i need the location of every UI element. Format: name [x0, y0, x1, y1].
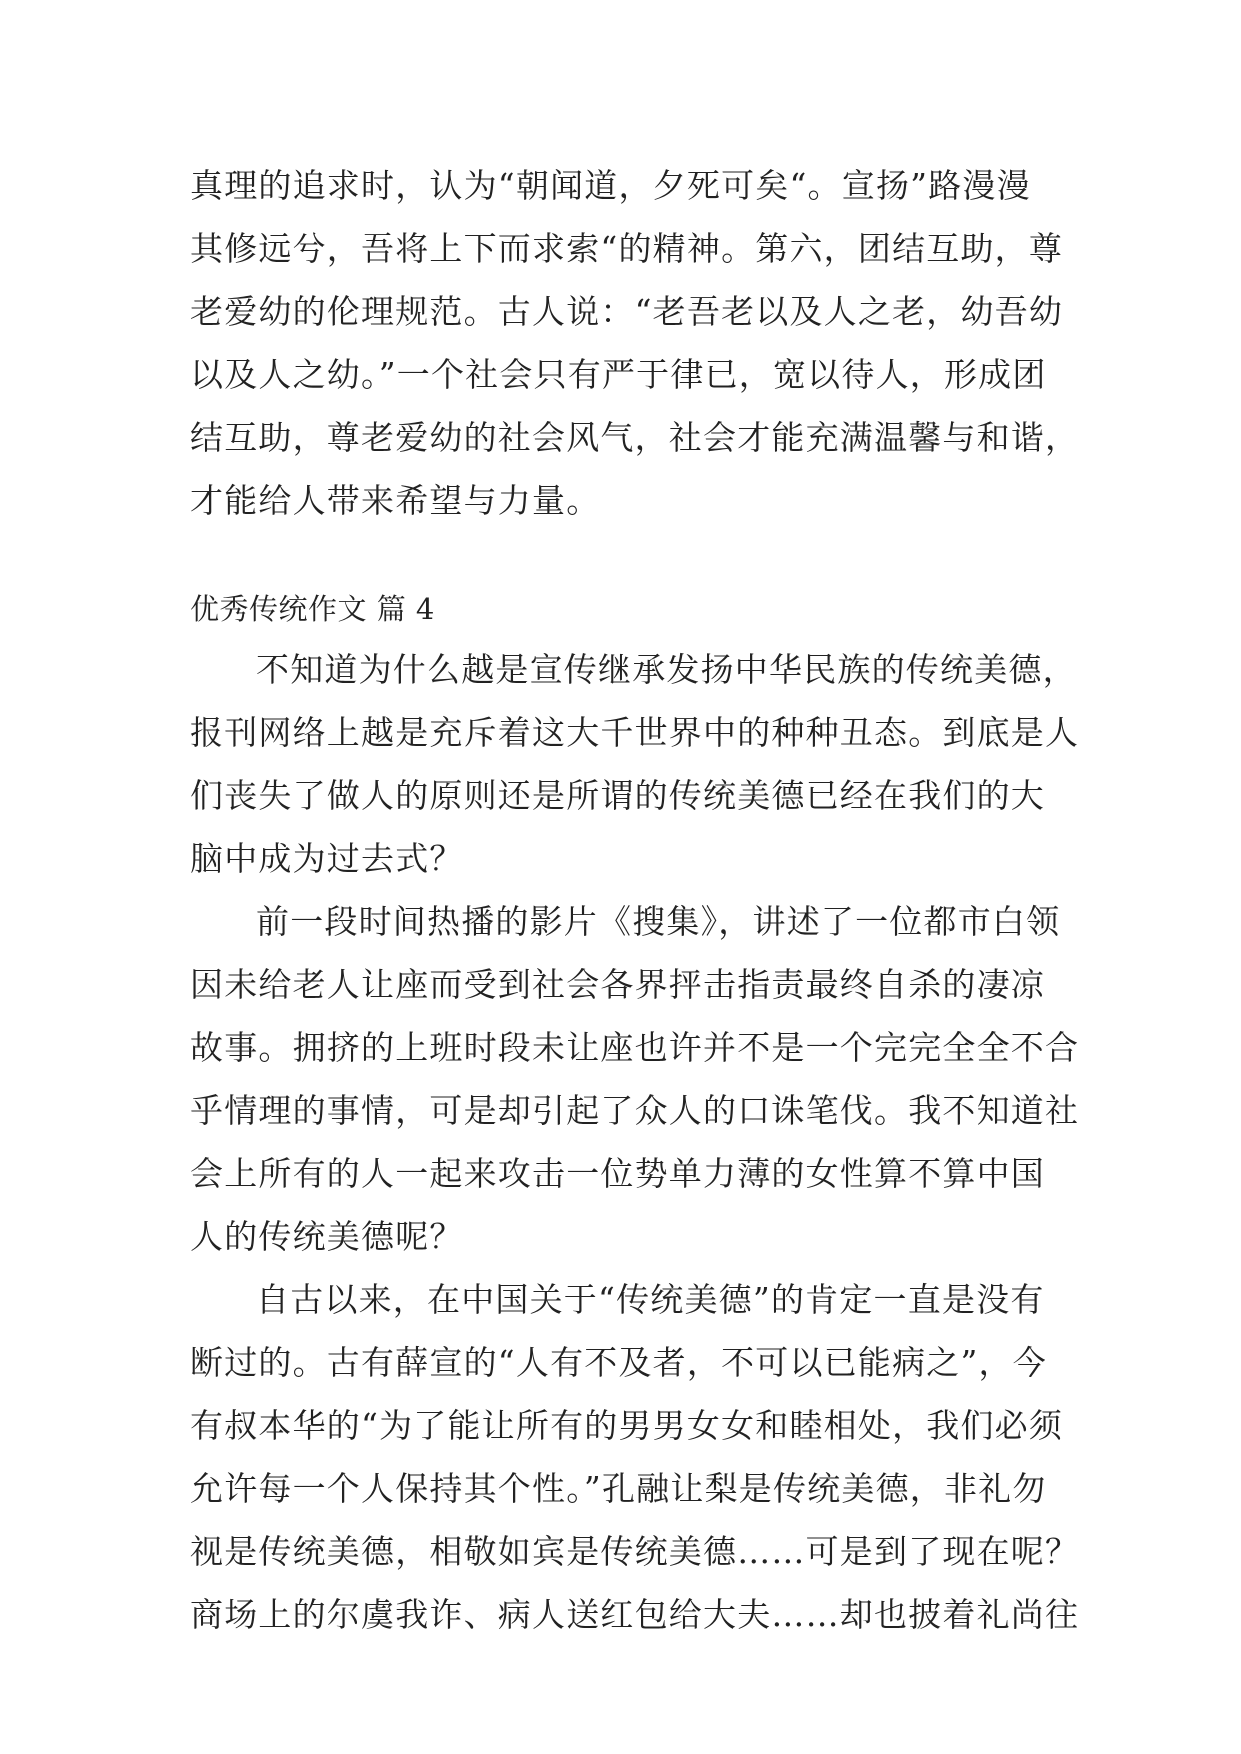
text-line: 们丧失了做人的原则还是所谓的传统美德已经在我们的大: [190, 776, 1045, 815]
text-line: 故事。拥挤的上班时段未让座也许并不是一个完完全全不合: [190, 1028, 1080, 1067]
section-heading: 优秀传统作文 篇 4: [190, 592, 435, 626]
text-line: 允许每一个人保持其个性。”孔融让梨是传统美德，非礼勿: [190, 1469, 1047, 1508]
text-line: 老爱幼的伦理规范。古人说：“老吾老以及人之老，幼吾幼: [190, 292, 1064, 331]
text-line: 以及人之幼。”一个社会只有严于律已，宽以待人，形成团: [190, 355, 1047, 394]
text-line: 有叔本华的“为了能让所有的男男女女和睦相处，我们必须: [190, 1406, 1064, 1445]
text-line: 结互助，尊老爱幼的社会风气，社会才能充满温馨与和谐，: [190, 418, 1080, 457]
text-line: 人的传统美德呢？: [190, 1217, 464, 1256]
text-line: 视是传统美德，相敬如宾是传统美德……可是到了现在呢？: [190, 1532, 1080, 1571]
text-line: 真理的追求时，认为“朝闻道，夕死可矣“。宣扬”路漫漫: [190, 166, 1031, 205]
text-line: 会上所有的人一起来攻击一位势单力薄的女性算不算中国: [190, 1154, 1045, 1193]
text-line: 脑中成为过去式？: [190, 839, 464, 878]
text-line: 前一段时间热播的影片《搜集》，讲述了一位都市白领: [256, 902, 1061, 941]
text-line: 报刊网络上越是充斥着这大千世界中的种种丑态。到底是人: [190, 713, 1080, 752]
text-line: 因未给老人让座而受到社会各界抨击指责最终自杀的凄凉: [190, 965, 1045, 1004]
text-line: 商场上的尔虞我诈、病人送红包给大夫……却也披着礼尚往: [190, 1595, 1080, 1634]
text-line: 自古以来，在中国关于“传统美德”的肯定一直是没有: [256, 1280, 1045, 1319]
text-line: 才能给人带来希望与力量。: [190, 481, 601, 520]
text-line: 断过的。古有薛宣的“人有不及者，不可以已能病之”，今: [190, 1343, 1047, 1382]
text-line: 其修远兮，吾将上下而求索“的精神。第六，团结互助，尊: [190, 229, 1064, 268]
text-line: 不知道为什么越是宣传继承发扬中华民族的传统美德，: [256, 650, 1077, 689]
text-line: 乎情理的事情，可是却引起了众人的口诛笔伐。我不知道社: [190, 1091, 1080, 1130]
